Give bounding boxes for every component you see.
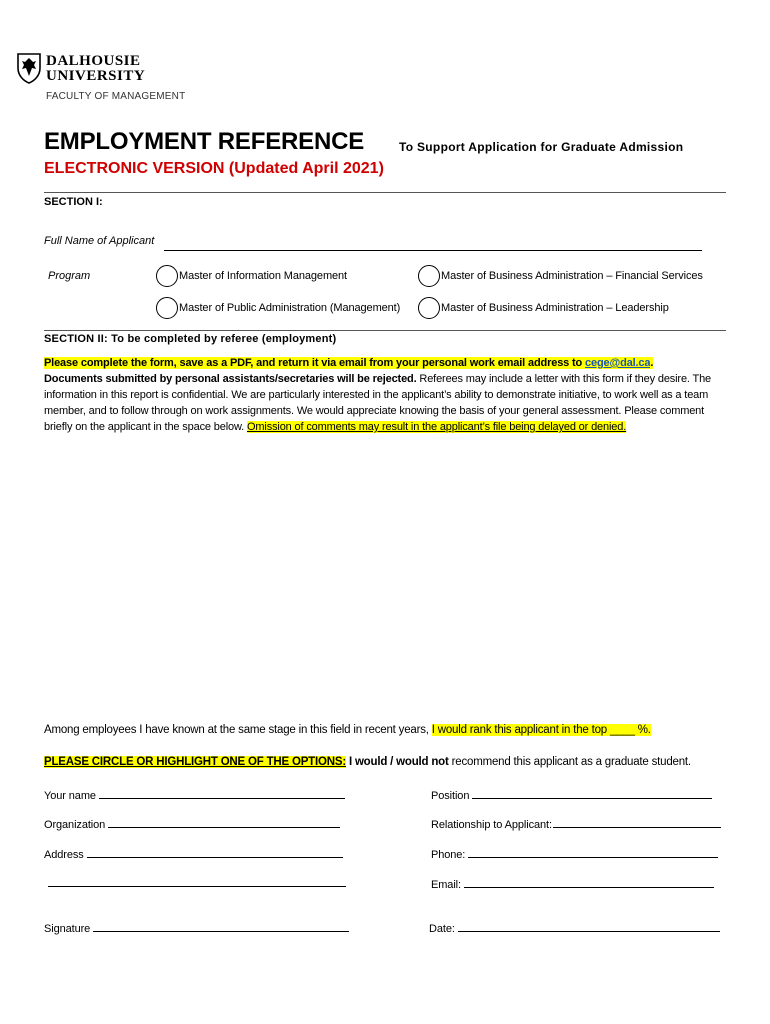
address-line-2[interactable] — [48, 876, 346, 887]
instructions-highlight: Please complete the form, save as a PDF, and return it via email from your personal work email address to — [44, 357, 586, 369]
signature-label: Signature — [44, 923, 91, 935]
radio-mba-fs[interactable] — [418, 265, 440, 287]
omission-warning: Omission of comments may result in the applicant’s file being delayed or denied. — [247, 421, 627, 433]
circle-instruction: PLEASE CIRCLE OR HIGHLIGHT ONE OF THE OPTIONS: — [44, 756, 346, 768]
date-label: Date: — [429, 923, 455, 935]
email-field[interactable] — [431, 877, 714, 891]
radio-mim[interactable] — [156, 265, 178, 287]
dalhousie-crest-icon — [16, 52, 42, 84]
radio-mpa[interactable] — [156, 297, 178, 319]
organization-field[interactable] — [44, 817, 340, 831]
divider — [44, 330, 726, 331]
university-logo — [16, 52, 186, 104]
full-name-field[interactable] — [164, 250, 702, 251]
logo-line-2: UNIVERSITY — [46, 68, 146, 84]
option-label-mba-leadership: Master of Business Administration – Leadership — [441, 302, 669, 314]
organization-line[interactable] — [108, 817, 340, 828]
address-label: Address — [44, 849, 84, 861]
phone-label: Phone: — [431, 849, 466, 861]
relationship-label: Relationship to Applicant: — [431, 819, 552, 831]
page-subtitle: To Support Application for Graduate Admission — [399, 140, 684, 154]
divider — [44, 192, 726, 193]
phone-line[interactable] — [468, 847, 718, 858]
position-field[interactable] — [431, 788, 712, 802]
option-label-mpa: Master of Public Administration (Management) — [179, 302, 401, 314]
option-label-mim: Master of Information Management — [179, 270, 347, 282]
instructions-paragraph — [44, 355, 724, 435]
version-note: ELECTRONIC VERSION (Updated April 2021) — [44, 160, 384, 177]
full-name-label: Full Name of Applicant — [44, 235, 155, 247]
ranking-statement — [44, 724, 651, 736]
ranking-prefix: Among employees I have known at the same stage in this field in recent years, — [44, 724, 432, 736]
assistants-note: Documents submitted by personal assistants/secretaries will be rejected. — [44, 373, 417, 385]
signature-line[interactable] — [93, 921, 349, 932]
date-line[interactable] — [458, 921, 720, 932]
ranking-highlight[interactable]: I would rank this applicant in the top ____ %. — [431, 724, 651, 736]
relationship-line[interactable] — [553, 817, 721, 828]
your-name-field[interactable] — [44, 788, 345, 802]
email-link[interactable]: cege@dal.ca — [585, 357, 651, 369]
comments-area[interactable] — [44, 460, 724, 710]
your-name-label: Your name — [44, 790, 96, 802]
email-label: Email: — [431, 879, 461, 891]
position-line[interactable] — [472, 788, 712, 799]
relationship-field[interactable] — [431, 817, 721, 831]
address-line[interactable] — [87, 847, 343, 858]
radio-mba-leadership[interactable] — [418, 297, 440, 319]
address-field[interactable] — [44, 847, 343, 861]
recommendation-statement — [44, 756, 691, 768]
recommend-options[interactable]: I would / would not — [345, 756, 449, 768]
option-label-mba-fs: Master of Business Administration – Financial Services — [441, 270, 703, 282]
section-1-heading: SECTION I: — [44, 196, 103, 208]
faculty-name: FACULTY OF MANAGEMENT — [46, 91, 186, 102]
instructions-period: . — [650, 357, 654, 369]
your-name-line[interactable] — [99, 788, 345, 799]
phone-field[interactable] — [431, 847, 718, 861]
date-field[interactable] — [429, 921, 720, 935]
address-line-2-field[interactable] — [48, 876, 346, 890]
organization-label: Organization — [44, 819, 106, 831]
program-label: Program — [48, 270, 91, 282]
page-title: EMPLOYMENT REFERENCE — [44, 128, 365, 155]
instructions-body: Referees may include a letter with this form if they desire. The information in this report is confidential. We are particularly interested in the applicant’s ability to demonstrate initiative, to work well as a team member, and to follow through on work assignments. We would appreciate knowing the basis of your general assessment. Please comment briefly on the applicant in the space below. — [44, 373, 712, 433]
position-label: Position — [431, 790, 470, 802]
section-2-heading: SECTION II: To be completed by referee (employment) — [44, 333, 337, 345]
recommend-suffix: recommend this applicant as a graduate student. — [448, 756, 691, 768]
signature-field[interactable] — [44, 921, 349, 935]
logo-line-1: DALHOUSIE — [46, 53, 141, 69]
email-line[interactable] — [464, 877, 714, 888]
